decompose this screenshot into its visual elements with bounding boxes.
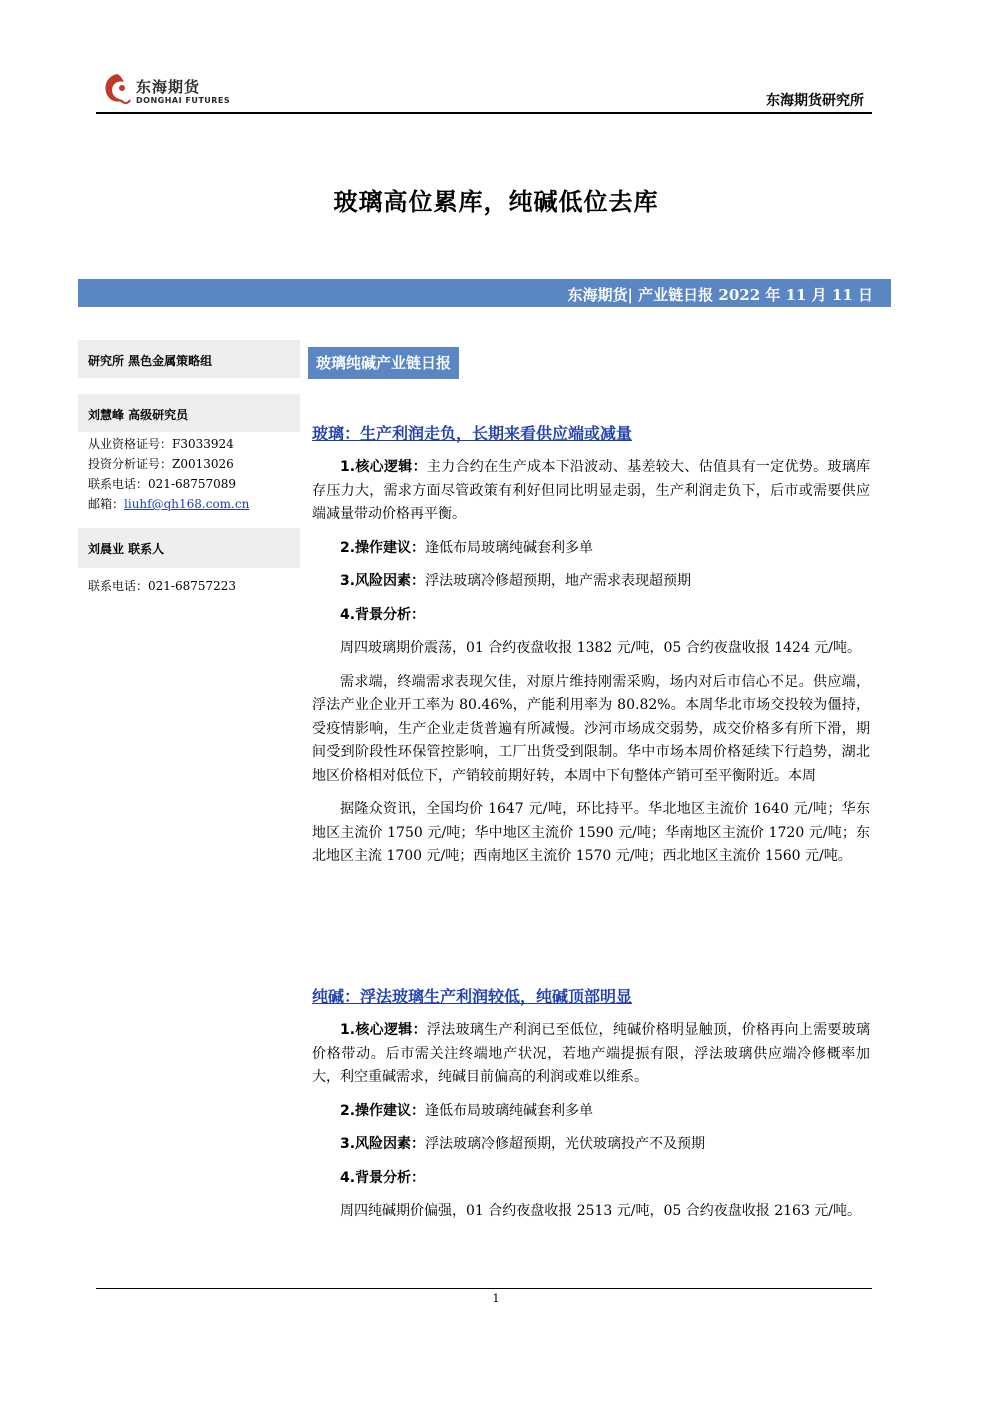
glass-logic (312, 456, 870, 527)
soda-bg-1: 周四纯碱期价偏强，01 合约夜盘收报 2513 元/吨，05 合约夜盘收报 2163 元/吨。 (340, 1203, 862, 1219)
glass-heading: 玻璃：生产利润走负，长期来看供应端或减量 (312, 424, 633, 443)
glass-risk (312, 570, 870, 594)
analyst1-name: 刘慧峰 高级研究员 (88, 408, 189, 422)
dept-box (78, 340, 300, 378)
soda-risk-text: 浮法玻璃冷修超预期，光伏玻璃投产不及预期 (425, 1136, 706, 1152)
glass-bg-3: 据隆众资讯，全国均价 1647 元/吨，环比持平。华北地区主流价 1640 元/吨；华东地区主流价 1750 元/吨；华中地区主流价 1590 元/吨；华南地区主流价 1720 元/吨；东北地区主流 1700 元/吨；西南地区主流价 1570 元/吨；西北地区主流价 1560 元/吨。 (312, 801, 870, 864)
analyst2-box (78, 528, 300, 568)
header-divider (96, 112, 872, 114)
dragon-logo-icon (100, 70, 134, 110)
soda-advice-text: 逢低布局玻璃纯碱套利多单 (425, 1102, 594, 1119)
glass-bg-2: 需求端，终端需求表现欠佳，对原片维持刚需采购，场内对后市信心不足。供应端，浮法产业企业开工率为 80.46%，产能利用率为 80.82%。本周华北市场交投较为僵持，受疫情影响，生产企业走货普遍有所减慢。沙河市场成交弱势，成交价格多有所下滑，期间受到阶段性环保管控影响，工厂出货受到限制。华中市场本周价格延续下行趋势，湖北地区价格相对低位下，产销较前期好转，本周中下旬整体产销可至平衡附近。本周 (312, 673, 870, 784)
logo-text-en: DONGHAI FUTURES (136, 96, 231, 105)
soda-risk (312, 1133, 870, 1157)
logo-text-cn: 东海期货 (136, 78, 201, 96)
glass-logic-label: 1.核心逻辑： (340, 459, 427, 475)
company-logo (100, 70, 300, 110)
email-link[interactable]: liuhf@qh168.com.cn (124, 497, 250, 511)
soda-bg-heading (312, 1167, 870, 1191)
glass-advice-text: 逢低布局玻璃纯碱套利多单 (425, 539, 594, 556)
glass-risk-label: 3.风险因素： (340, 573, 426, 589)
soda-section (312, 985, 870, 1234)
soda-advice (312, 1100, 870, 1124)
soda-advice-label: 2.操作建议： (340, 1102, 426, 1119)
email-label: 邮箱： (88, 497, 125, 511)
analyst-sidebar (78, 340, 300, 596)
dept-label: 研究所 黑色金属策略组 (88, 354, 213, 368)
footer-divider (96, 1288, 872, 1289)
analyst1-phone: 联系电话：021-68757089 (88, 477, 237, 491)
section-tag: 玻璃纯碱产业链日报 (308, 347, 459, 379)
soda-logic-label: 1.核心逻辑： (340, 1022, 427, 1038)
page-number: 1 (492, 1292, 500, 1305)
institute-name: 东海期货研究所 (766, 93, 864, 109)
glass-section (312, 422, 870, 879)
glass-advice (312, 537, 870, 561)
soda-logic (312, 1019, 870, 1090)
analyst2-name: 刘晨业 联系人 (88, 542, 165, 556)
page-header (96, 60, 872, 114)
analyst1-box (78, 394, 300, 432)
soda-risk-label: 3.风险因素： (340, 1136, 426, 1152)
report-banner (78, 279, 891, 307)
analyst1-qualification: 从业资格证号：F3033924 (88, 437, 234, 451)
analyst2-phone: 联系电话：021-68757223 (88, 579, 237, 593)
analyst1-email-row (78, 494, 300, 514)
report-banner-text: 东海期货| 产业链日报 2022 年 11 月 11 日 (567, 286, 873, 304)
glass-bg-label: 4.背景分析： (340, 606, 426, 623)
soda-bg-label: 4.背景分析： (340, 1169, 426, 1186)
soda-heading: 纯碱：浮法玻璃生产利润较低，纯碱顶部明显 (312, 987, 633, 1006)
glass-bg-heading (312, 604, 870, 628)
report-title: 玻璃高位累库，纯碱低位去库 (333, 187, 659, 216)
glass-logic-text: 主力合约在生产成本下沿波动、基差较大、估值具有一定优势。玻璃库存压力大，需求方面尽管政策有利好但同比明显走弱，生产利润走负下，后市或需要供应端减量带动价格再平衡。 (312, 459, 871, 522)
glass-risk-text: 浮法玻璃冷修超预期，地产需求表现超预期 (425, 573, 692, 589)
glass-advice-label: 2.操作建议： (340, 539, 426, 556)
soda-logic-text: 浮法玻璃生产利润已至低位，纯碱价格明显触顶，价格再向上需要玻璃价格带动。后市需关注终端地产状况，若地产端提振有限，浮法玻璃供应端冷修概率加大，利空重碱需求，纯碱目前偏高的利润或难以维系。 (312, 1022, 871, 1085)
glass-bg-1: 周四玻璃期价震荡，01 合约夜盘收报 1382 元/吨，05 合约夜盘收报 1424 元/吨。 (340, 640, 862, 656)
analyst1-license: 投资分析证号：Z0013026 (88, 457, 234, 471)
